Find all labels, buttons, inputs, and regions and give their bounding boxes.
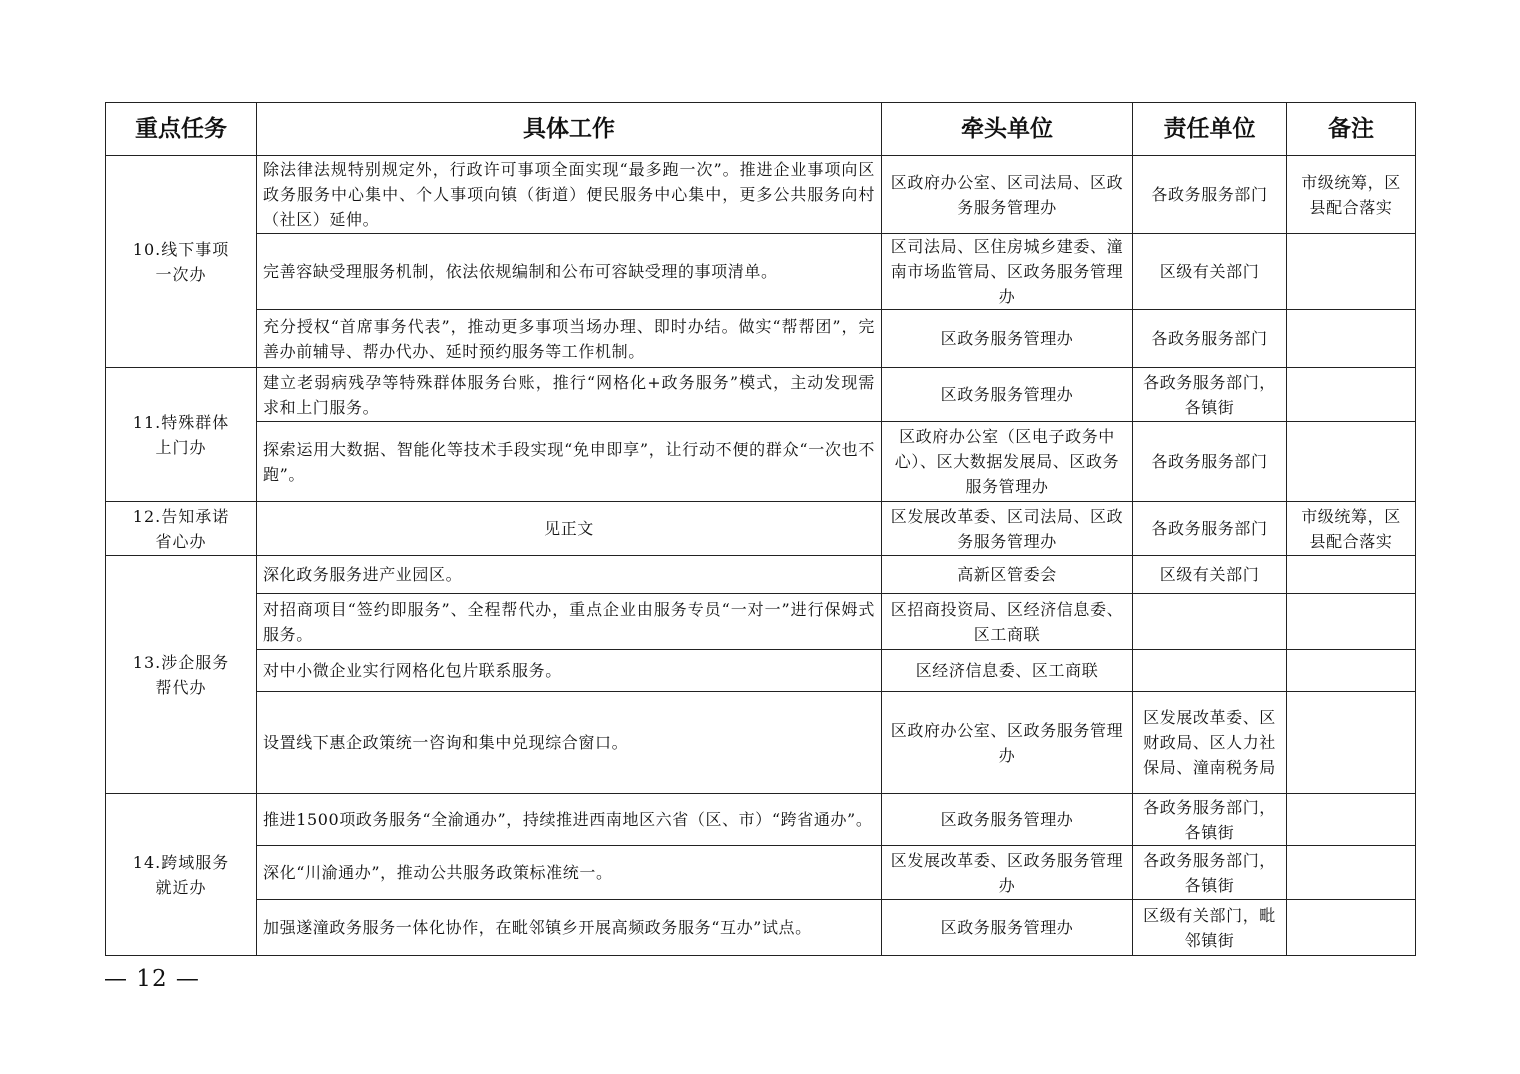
task-label: 14.跨域服务 就近办: [132, 852, 230, 897]
task-cell: [106, 368, 257, 502]
work-cell: 加强遂潼政务服务一体化协作，在毗邻镇乡开展高频政务服务“互办”试点。: [257, 900, 882, 956]
lead-cell: 区政务服务管理办: [882, 794, 1133, 846]
work-cell: 深化“川渝通办”，推动公共服务政策标准统一。: [257, 846, 882, 900]
page-number: — 12 —: [104, 966, 200, 992]
lead-cell: 区政府办公室（区电子政务中心）、区大数据发展局、区政务服务管理办: [882, 422, 1133, 502]
task-cell: [106, 502, 257, 556]
note-cell: [1287, 794, 1416, 846]
task-cell: [106, 794, 257, 956]
work-cell: 完善容缺受理服务机制，依法依规编制和公布可容缺受理的事项清单。: [257, 234, 882, 310]
table-row: [106, 502, 1416, 556]
note-cell: [1287, 310, 1416, 368]
header-row: [106, 103, 1416, 156]
work-cell: 推进1500项政务服务“全渝通办”，持续推进西南地区六省（区、市）“跨省通办”。: [257, 794, 882, 846]
resp-cell: 各政务服务部门，各镇街: [1133, 846, 1287, 900]
table-row: [106, 156, 1416, 234]
lead-cell: 区司法局、区住房城乡建委、潼南市场监管局、区政务服务管理办: [882, 234, 1133, 310]
resp-cell: 各政务服务部门: [1133, 310, 1287, 368]
table-row: [106, 422, 1416, 502]
lead-cell: 区政府办公室、区司法局、区政务服务管理办: [882, 156, 1133, 234]
resp-cell: 各政务服务部门: [1133, 502, 1287, 556]
work-cell: 充分授权“首席事务代表”，推动更多事项当场办理、即时办结。做实“帮帮团”，完善办前辅导、帮办代办、延时预约服务等工作机制。: [257, 310, 882, 368]
header-task: 重点任务: [106, 103, 257, 156]
work-cell: 见正文: [257, 502, 882, 556]
lead-cell: 高新区管委会: [882, 556, 1133, 594]
note-cell: [1287, 846, 1416, 900]
work-cell: 建立老弱病残孕等特殊群体服务台账，推行“网格化+政务服务”模式，主动发现需求和上门服务。: [257, 368, 882, 422]
lead-cell: 区发展改革委、区司法局、区政务服务管理办: [882, 502, 1133, 556]
resp-cell: 各政务服务部门: [1133, 156, 1287, 234]
note-cell: [1287, 234, 1416, 310]
note-cell: [1287, 556, 1416, 594]
note-cell: [1287, 692, 1416, 794]
resp-cell: 区级有关部门: [1133, 556, 1287, 594]
resp-cell: 区级有关部门，毗邻镇街: [1133, 900, 1287, 956]
header-lead: 牵头单位: [882, 103, 1133, 156]
resp-cell: 区发展改革委、区财政局、区人力社保局、潼南税务局: [1133, 692, 1287, 794]
resp-cell: 各政务服务部门: [1133, 422, 1287, 502]
resp-cell: 各政务服务部门，各镇街: [1133, 794, 1287, 846]
lead-cell: 区招商投资局、区经济信息委、区工商联: [882, 594, 1133, 650]
note-cell: [1287, 650, 1416, 692]
table-row: [106, 556, 1416, 594]
task-cell: [106, 156, 257, 368]
work-cell: 设置线下惠企政策统一咨询和集中兑现综合窗口。: [257, 692, 882, 794]
lead-cell: 区政府办公室、区政务服务管理办: [882, 692, 1133, 794]
resp-cell: 各政务服务部门，各镇街: [1133, 368, 1287, 422]
header-work: 具体工作: [257, 103, 882, 156]
header-note: 备注: [1287, 103, 1416, 156]
task-label: 12.告知承诺 省心办: [132, 506, 230, 551]
work-cell: 深化政务服务进产业园区。: [257, 556, 882, 594]
note-cell: 市级统筹，区县配合落实: [1287, 156, 1416, 234]
table-row: [106, 310, 1416, 368]
table-row: [106, 794, 1416, 846]
note-cell: [1287, 368, 1416, 422]
note-cell: [1287, 594, 1416, 650]
note-cell: 市级统筹，区县配合落实: [1287, 502, 1416, 556]
table-row: [106, 692, 1416, 794]
lead-cell: 区政务服务管理办: [882, 310, 1133, 368]
table-row: [106, 846, 1416, 900]
task-label: 11.特殊群体 上门办: [132, 412, 230, 457]
work-cell: 对招商项目“签约即服务”、全程帮代办，重点企业由服务专员“一对一”进行保姆式服务。: [257, 594, 882, 650]
table-row: [106, 900, 1416, 956]
table-row: [106, 368, 1416, 422]
note-cell: [1287, 900, 1416, 956]
work-cell: 除法律法规特别规定外，行政许可事项全面实现“最多跑一次”。推进企业事项向区政务服务中心集中、个人事项向镇（街道）便民服务中心集中，更多公共服务向村（社区）延伸。: [257, 156, 882, 234]
task-label: 13.涉企服务 帮代办: [132, 652, 230, 697]
table-row: [106, 650, 1416, 692]
lead-cell: 区政务服务管理办: [882, 900, 1133, 956]
lead-cell: 区经济信息委、区工商联: [882, 650, 1133, 692]
work-cell: 对中小微企业实行网格化包片联系服务。: [257, 650, 882, 692]
resp-cell: 区级有关部门: [1133, 234, 1287, 310]
header-resp: 责任单位: [1133, 103, 1287, 156]
table-row: [106, 594, 1416, 650]
lead-cell: 区政务服务管理办: [882, 368, 1133, 422]
work-cell: 探索运用大数据、智能化等技术手段实现“免申即享”，让行动不便的群众“一次也不跑”。: [257, 422, 882, 502]
note-cell: [1287, 422, 1416, 502]
lead-cell: 区发展改革委、区政务服务管理办: [882, 846, 1133, 900]
resp-cell: [1133, 594, 1287, 650]
table-row: [106, 234, 1416, 310]
task-cell: [106, 556, 257, 794]
task-table: [105, 102, 1416, 956]
resp-cell: [1133, 650, 1287, 692]
task-label: 10.线下事项 一次办: [132, 239, 230, 284]
